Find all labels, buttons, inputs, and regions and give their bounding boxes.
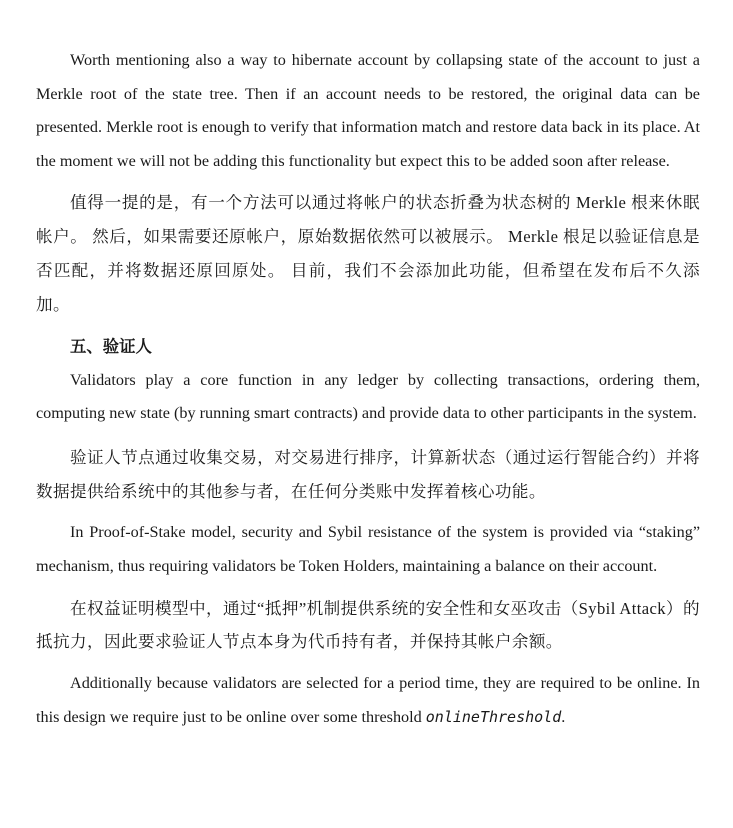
paragraph-staking-en: In Proof-of-Stake model, security and Sybil resistance of the system is provided via “staking” mechanism, thus requiring validators be Token Holders, maintaining a balance on their account.	[36, 523, 700, 575]
paragraph-hibernate-zh: 值得一提的是，有一个方法可以通过将帐户的状态折叠为状态树的 Merkle 根来休眠帐户。 然后，如果需要还原帐户，原始数据依然可以被展示。 Merkle 根足以验证信息是否匹配，并将数据还原回原处。 目前，我们不会添加此功能，但希望在发布后不久添加。	[36, 193, 700, 314]
section-heading-validators: 五、验证人	[70, 336, 152, 356]
paragraph-online-end: .	[561, 707, 566, 726]
paragraph-online-en	[36, 667, 700, 734]
paragraph-staking-zh: 在权益证明模型中，通过“抵押”机制提供系统的安全性和女巫攻击（Sybil Attack）的抵抗力，因此要求验证人节点本身为代币持有者，并保持其帐户余额。	[36, 598, 700, 652]
paragraph-hibernate-en: Worth mentioning also a way to hibernate account by collapsing state of the account to just a Merkle root of the state tree. Then if an account needs to be restored, the original data can be presented. Merkle root is enough to verify that information match and restore data back in its place. At the moment we will not be adding this functionality but expect this to be added soon after release.	[36, 51, 700, 170]
online-threshold-code: onlineThreshold	[425, 707, 562, 726]
paragraph-validators-zh: 验证人节点通过收集交易，对交易进行排序，计算新状态（通过运行智能合约）并将数据提供给系统中的其他参与者，在任何分类账中发挥着核心功能。	[36, 447, 700, 501]
document-page	[36, 44, 700, 734]
paragraph-validators-en: Validators play a core function in any ledger by collecting transactions, ordering them, computing new state (by running smart contracts) and provide data to other participants in the system.	[36, 370, 700, 423]
paragraph-online-text: Additionally because validators are selected for a period time, they are required to be online. In this design we require just to be online over some threshold	[36, 674, 700, 726]
